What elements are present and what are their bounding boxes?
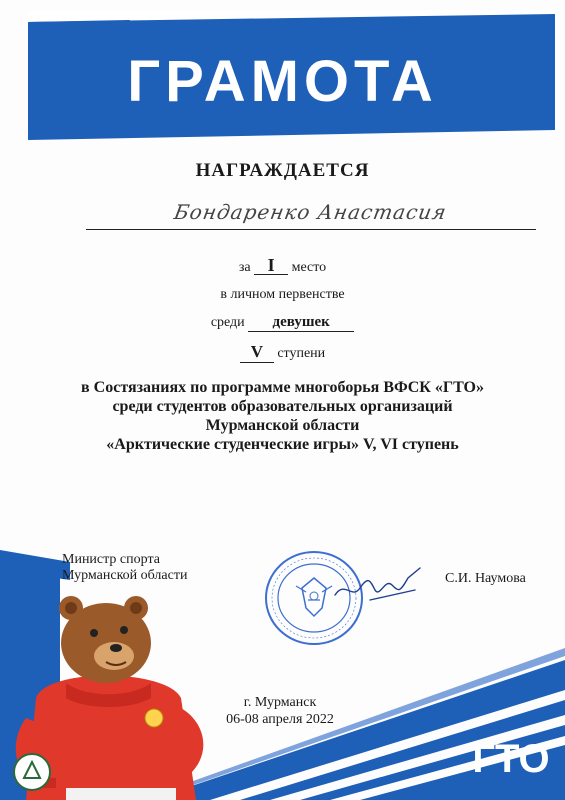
place-prefix: за	[238, 260, 251, 275]
certificate-title: ГРАМОТА	[127, 49, 438, 114]
competition-line: «Арктические студенческие игры» V, VI ступень	[106, 436, 459, 453]
city: г. Мурманск	[243, 695, 317, 710]
minister-line: Министр спорта	[62, 552, 160, 567]
competition-description	[0, 378, 565, 454]
minister-line: Мурманской области	[62, 568, 188, 583]
location-date	[200, 694, 360, 728]
among-value: девушек	[248, 314, 354, 332]
name-underline	[86, 229, 536, 230]
place-suffix: место	[291, 260, 327, 275]
place-row	[0, 256, 565, 276]
among-prefix: среди	[210, 315, 245, 330]
recipient-name: Бондаренко Анастасия	[172, 200, 449, 224]
minister-title	[62, 552, 187, 584]
signer-name: С.И. Наумова	[445, 571, 526, 586]
level-value: V	[240, 342, 274, 363]
gto-logo-text: ГТО	[472, 737, 550, 781]
signature-icon	[330, 560, 425, 615]
place-value: I	[254, 256, 288, 275]
emblem-icon	[12, 752, 52, 792]
event-type: в личном первенстве	[220, 287, 345, 302]
among-row	[0, 314, 565, 332]
awarded-label: НАГРАЖДАЕТСЯ	[195, 160, 370, 181]
level-row	[0, 342, 565, 363]
competition-line: Мурманской области	[205, 417, 360, 434]
competition-line: в Состязаниях по программе многоборья ВФСК «ГТО»	[81, 379, 484, 396]
competition-line: среди студентов образовательных организаций	[112, 398, 453, 415]
level-suffix: ступени	[277, 346, 326, 361]
gto-logo-icon	[468, 728, 554, 784]
date: 06-08 апреля 2022	[226, 712, 334, 727]
